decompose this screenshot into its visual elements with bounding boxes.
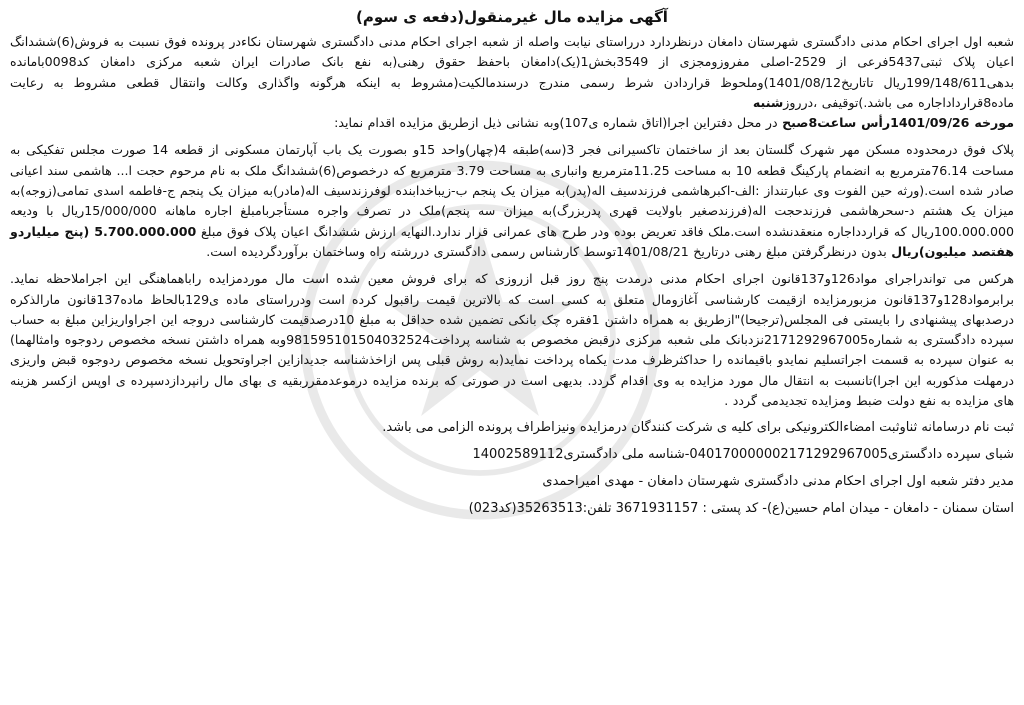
auction-date-time: مورخه 1401/09/26رأس ساعت8صبح <box>782 115 1014 131</box>
sheba-and-national-id: شبای سپرده دادگستری040170000002171292967005-شناسه ملی دادگستری14002589112 <box>472 447 1014 463</box>
notice-title: آگهی مزایده مال غیرمنقول(دفعه ی سوم) <box>356 8 668 26</box>
office-manager: مدیر دفتر شعبه اول اجرای احکام مدنی دادگستری شهرستان دامغان - مهدی امیراحمدی <box>542 474 1014 490</box>
auction-day: شنبه <box>752 94 784 110</box>
paragraph-property-description <box>10 140 1014 262</box>
property-details: پلاک فوق درمحدوده مسکن مهر شهرک گلستان بعد از ساختمان تاکسیرانی فجر 3(سه)طبقه 4(چهار)واحد 15و بصورت یک باب آپارتمان مسکونی از قطعه 14 صورت مجلس تفکیکی به مساحت 76.14مترمربع به انضمام پارکینگ قطعه 10 به مساحت 11.25مترمربع وانباری به مساحت 3.79 مترمربع که درخصوص(6)ششدانگ ملک به نام مرحوم حجت ا... هاشمی سند اعیانی صادر شده است.(ورثه حین الفوت وی عبارتنداز :الف-اکبرهاشمی فرزندسیف اله(پدر)به میزان یک پنجم ب-زیباخدابنده لوفرزندسیف اله(مادر)به میزان یک پنجم ج-فاطمه اسدی تمامی(زوجه)به میزان یک هشتم د-سحرهاشمی فرزندحجت اله(فرزندصغیر باولایت قهری پدربزرگ)به میزان سه پنجم)ملک در تصرف واجره مستأجربامبلغ اجاره ماهانه 15/000/000ریال با ودیعه 100.000.000ریال که قراردداجاره منعقدنشده است.ملک فاقد تعریض بوده ودر طرح های عمرانی قرار ندارد.النهایه ارزش ششدانگ اعیان پلاک فوق مبلغ <box>10 142 1014 239</box>
office-address: استان سمنان - دامغان - میدان امام حسین(ع)- کد پستی : 3671931157 تلفن:35263513(کد023) <box>468 501 1014 517</box>
paragraph-terms: هرکس می تواندراجرای مواد126و137قانون اجرای احکام مدنی درمدت پنج روز قبل ازروزی که برای فروش معین شده است مال موردمزایده راباهماهنگی این اجراملاحظه نماید. برابرمواد128و137قانون مزبورمزایده ازقیمت کارشناسی آغازومال متعلق به کسی است که بالاترین قیمت راقبول کرده است ودرراستای ماده ی129بالحاظ ماده137قانون مارالذکره درصدبهای پیشنهادی را بایستی فی المجلس(ترجیحا)"ازطریق به همراه داشتن 1فقره چک بانکی تضمین شده حداقل به مبلغ 10درصدقیمت کارشناسی دروجه این اجراواریزاین مبلغ به حساب سپرده دادگستری به شماره2171292967005نزدبانک ملی شعبه مرکزی درقبض مخصوص به شناسه پرداخت981595101504032524وبه همراه داشتن نسخه مخصوص ردوجوه وامثالهما) به عنوان سپرده به قسمت اجراتسلیم نمایدو باقیمانده را حداکثرظرف مدت یکماه پرداخت نماید(به روش قبلی پس ازاخذشناسه جدیدازاین اجراوتحویل نسخه مخصوص ردوجوه قبض واریزی درمهلت مذکوربه این اجرا)تانسبت به انتقال مال مورد مزایده به وی اقدام گردد. بدیهی است در صورتی که برنده مزایده درموعدمقرربقیه ی بهای مال رانپردازدسپرده ی اوپس ازکسر هزینه های مزایده به نفع دولت ضبط ومزایده تجدیدمی گردد . <box>10 271 1014 409</box>
registration-note: ثبت نام درسامانه ثناوثبت امضاءالکترونیکی برای کلیه ی شرکت کنندگان درمزایده ونیزاطراف پرونده الزامی می باشد. <box>382 420 1014 436</box>
appraisal-amount: 5.700.000.000 (پنج میلیاردو هفتصد میلیون)ریال <box>10 223 1014 259</box>
paragraph-intro <box>10 32 1014 133</box>
auction-location: در محل دفتراین اجرا(اتاق شماره ی107)وبه نشانی ذیل ازطریق مزایده اقدام نماید: <box>334 115 783 131</box>
intro-text: شعبه اول اجرای احکام مدنی دادگستری شهرستان دامغان درنظردارد درراستای نیابت واصله از شعبه اجرای احکام مدنی دادگستری شهرستان نکاءدر پرونده فوق نسبت به فروش(6)ششدانگ اعیان پلاک ثبتی5437فرعی از 2529-اصلی مفروزومجزی از 3549بخش1(یک)دامغان باحفظ حقوق رهنی(به نفع بانک صادرات ایران شعبه مرکزی دامغان کد0098بامانده بدهی199/148/611ریال تاتاریخ1401/08/12)وملحوظ قراردادن شرط رسمی مندرج درسندمالکیت(مشروط به اینکه هرگونه واگذاری وکالت وانتقال قطعی مشروط به رعایت ماده8قرارداداجاره می باشد.)توقیفی ،درروز <box>10 34 1015 110</box>
appraisal-details: بدون درنظرگرفتن مبلغ رهنی درتاریخ 1401/08/21توسط کارشناس رسمی دادگستری دررشته راه وساختمان برآوردگردیده است. <box>206 243 892 259</box>
